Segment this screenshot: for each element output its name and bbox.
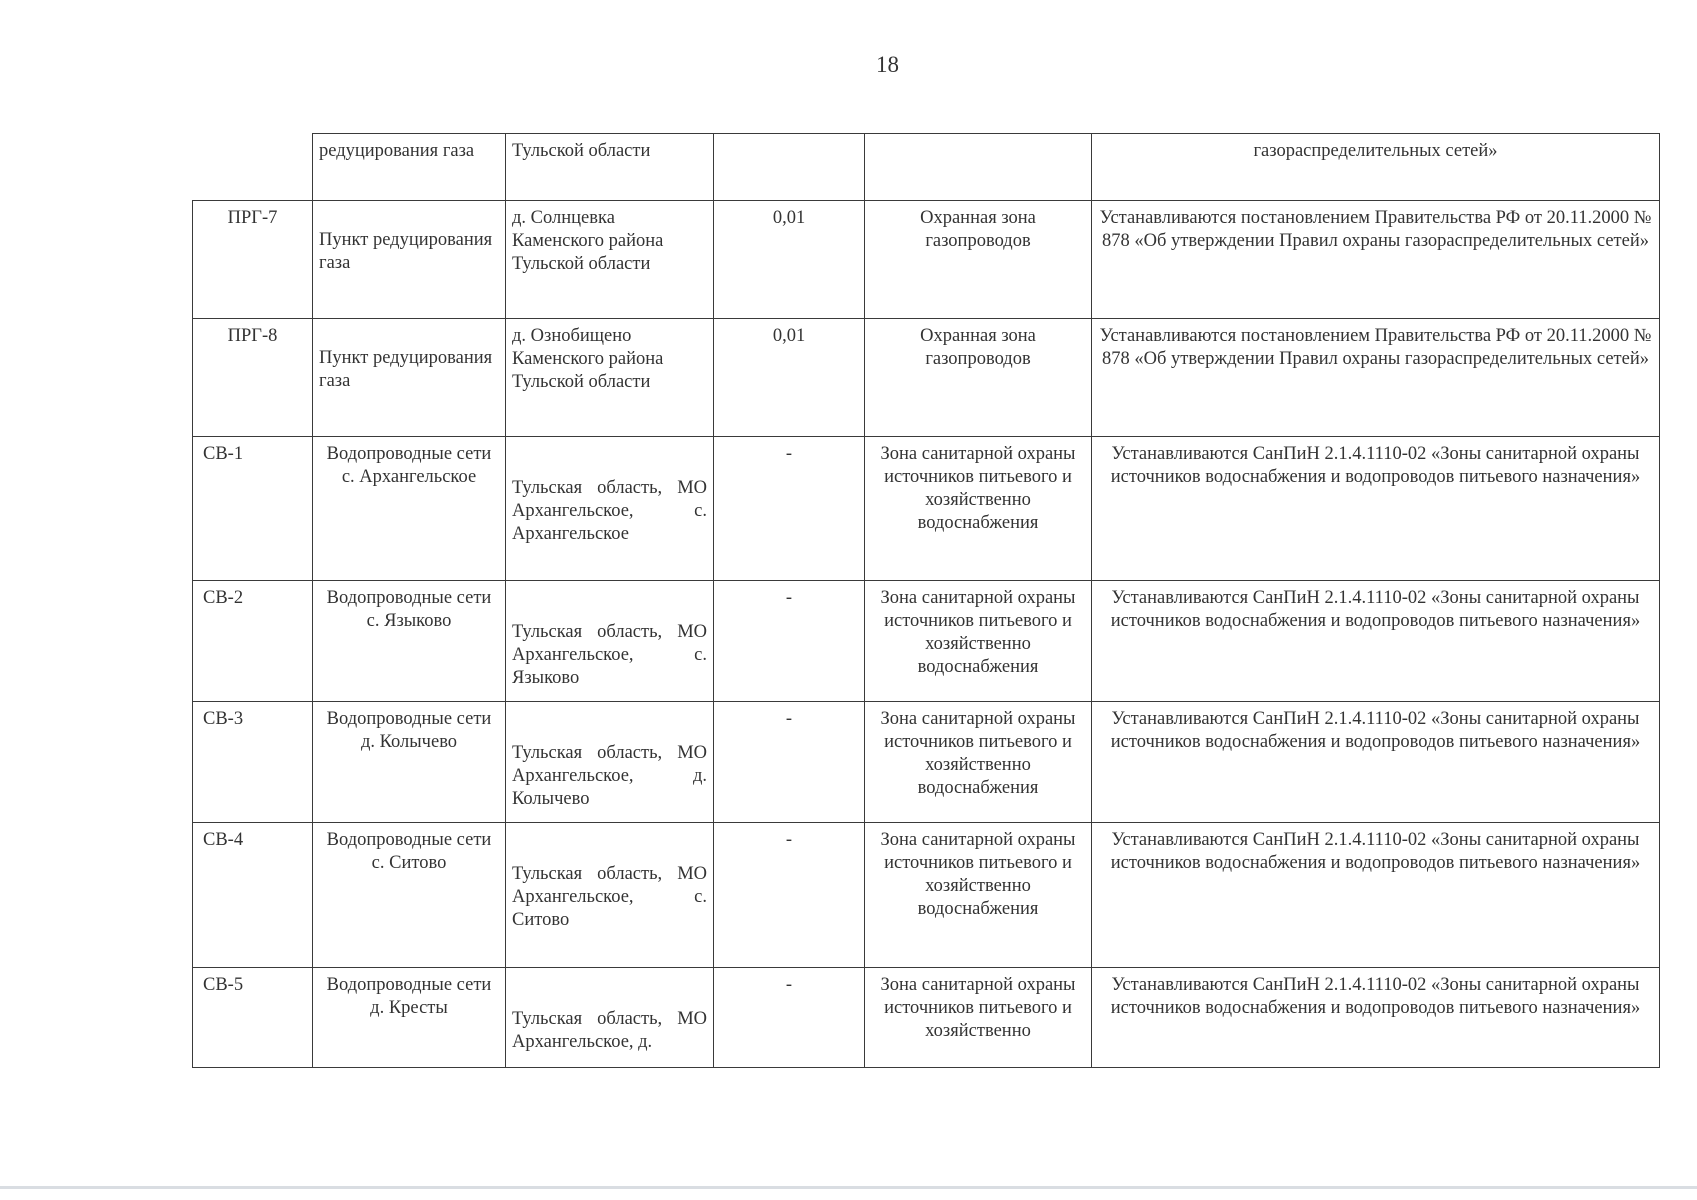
location-cell: д. Солнцевка Каменского района Тульской области (506, 201, 714, 319)
table-row (193, 702, 1660, 823)
object-name-cell: Водопроводные сети д. Кресты (313, 968, 506, 1068)
legal-basis-cell: газораспределительных сетей» (1092, 134, 1660, 201)
table-row (193, 968, 1660, 1068)
object-name-cell: Водопроводные сети с. Архангельское (313, 437, 506, 581)
legal-basis-cell: Устанавливаются СанПиН 2.1.4.1110-02 «Зоны санитарной охраны источников водоснабжения и водопроводов питьевого назначения» (1092, 702, 1660, 823)
table-row (193, 581, 1660, 702)
area-cell: - (714, 437, 865, 581)
object-name-cell (313, 319, 506, 437)
object-name-cell (313, 201, 506, 319)
object-name-cell: редуцирования газа (313, 134, 506, 201)
legal-basis-cell: Устанавливаются постановлением Правительства РФ от 20.11.2000 № 878 «Об утверждении Правил охраны газораспределительных сетей» (1092, 319, 1660, 437)
object-code-cell: СВ-5 (193, 968, 313, 1068)
location-cell: Тульская область, МО Архангельское, с. Ситово (506, 823, 714, 968)
object-name-cell: Водопроводные сети д. Колычево (313, 702, 506, 823)
legal-basis-cell: Устанавливаются СанПиН 2.1.4.1110-02 «Зоны санитарной охраны источников водоснабжения и водопроводов питьевого назначения» (1092, 823, 1660, 968)
location-cell: д. Ознобищено Каменского района Тульской области (506, 319, 714, 437)
object-name-cell: Водопроводные сети с. Ситово (313, 823, 506, 968)
zone-type-cell: Зона санитарной охраны источников питьевого и хозяйственно водоснабжения (865, 823, 1092, 968)
legal-basis-cell: Устанавливаются СанПиН 2.1.4.1110-02 «Зоны санитарной охраны источников водоснабжения и водопроводов питьевого назначения» (1092, 437, 1660, 581)
location-cell: Тульская область, МО Архангельское, с. Архангельское (506, 437, 714, 581)
area-cell: - (714, 823, 865, 968)
object-code-cell: ПРГ-7 (193, 201, 313, 319)
area-cell: - (714, 702, 865, 823)
object-code-cell: СВ-4 (193, 823, 313, 968)
legal-basis-cell: Устанавливаются СанПиН 2.1.4.1110-02 «Зоны санитарной охраны источников водоснабжения и водопроводов питьевого назначения» (1092, 581, 1660, 702)
zones-table (192, 133, 1660, 1068)
area-cell (714, 134, 865, 201)
object-name-text: Пункт редуцирования газа (319, 348, 493, 391)
area-cell: - (714, 968, 865, 1068)
location-cell: Тульская область, МО Архангельское, д. Колычево (506, 702, 714, 823)
page-number: 18 (876, 52, 899, 77)
zone-type-cell: Зона санитарной охраны источников питьевого и хозяйственно водоснабжения (865, 437, 1092, 581)
zone-type-cell: Зона санитарной охраны источников питьевого и хозяйственно водоснабжения (865, 581, 1092, 702)
location-cell: Тульской области (506, 134, 714, 201)
object-name-cell: Водопроводные сети с. Языково (313, 581, 506, 702)
table-row (193, 437, 1660, 581)
page-bottom-edge (0, 1186, 1697, 1189)
object-name-text: Пункт редуцирования газа (319, 230, 493, 273)
zone-type-cell (865, 134, 1092, 201)
location-cell: Тульская область, МО Архангельское, д. (506, 968, 714, 1068)
object-code-cell: ПРГ-8 (193, 319, 313, 437)
zone-type-cell: Охранная зона газопроводов (865, 201, 1092, 319)
location-cell: Тульская область, МО Архангельское, с. Языково (506, 581, 714, 702)
zone-type-cell: Охранная зона газопроводов (865, 319, 1092, 437)
object-code-cell: СВ-2 (193, 581, 313, 702)
table-row (193, 319, 1660, 437)
area-cell: - (714, 581, 865, 702)
zone-type-cell: Зона санитарной охраны источников питьевого и хозяйственно водоснабжения (865, 702, 1092, 823)
table-row (193, 134, 1660, 201)
area-cell: 0,01 (714, 319, 865, 437)
object-code-cell: СВ-3 (193, 702, 313, 823)
area-cell: 0,01 (714, 201, 865, 319)
object-code-cell: СВ-1 (193, 437, 313, 581)
legal-basis-cell: Устанавливаются СанПиН 2.1.4.1110-02 «Зоны санитарной охраны источников водоснабжения и водопроводов питьевого назначения» (1092, 968, 1660, 1068)
object-code-cell (193, 134, 313, 201)
zone-type-cell: Зона санитарной охраны источников питьевого и хозяйственно (865, 968, 1092, 1068)
table-row (193, 823, 1660, 968)
legal-basis-cell: Устанавливаются постановлением Правительства РФ от 20.11.2000 № 878 «Об утверждении Правил охраны газораспределительных сетей» (1092, 201, 1660, 319)
table-row (193, 201, 1660, 319)
